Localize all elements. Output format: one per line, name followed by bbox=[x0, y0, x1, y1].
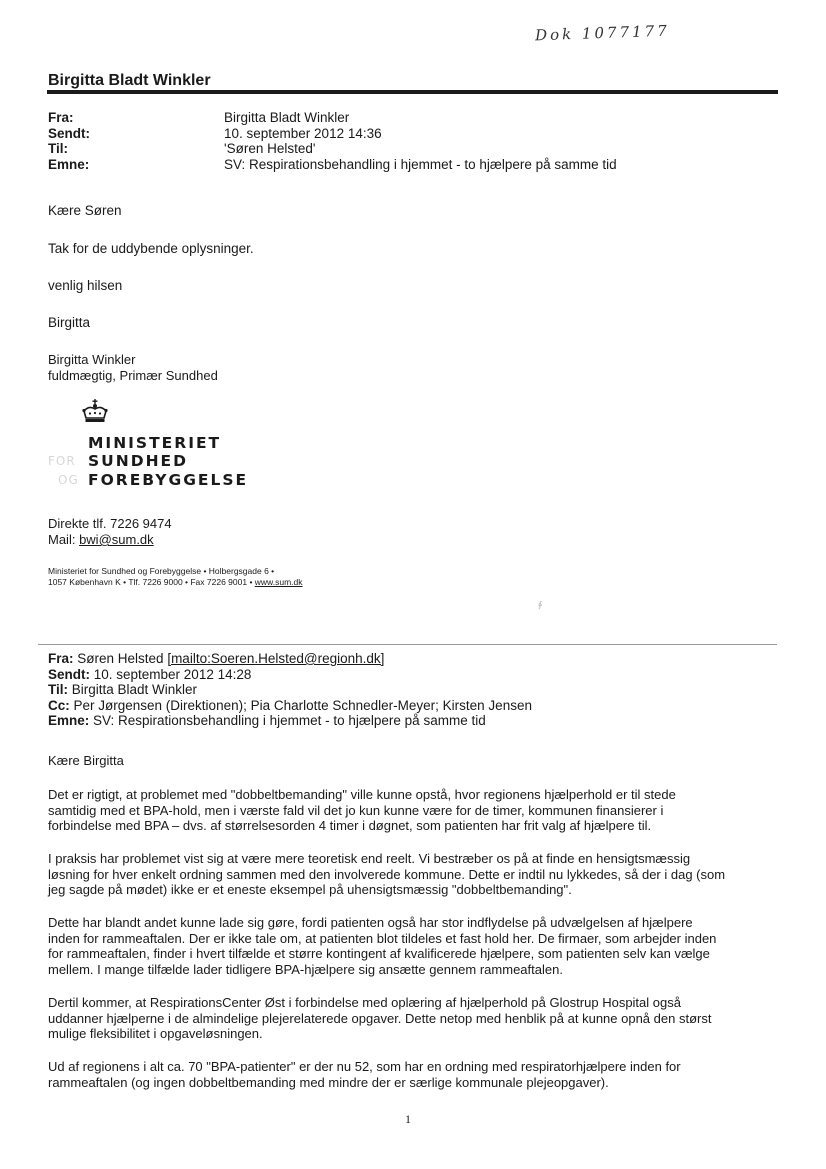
email2-header bbox=[48, 651, 532, 729]
email2-cc-label: Cc: bbox=[48, 697, 70, 713]
text-line: I praksis har problemet vist sig at være mere teoretisk end reelt. Vi bestræber os på at finde en hensigtsmæssig bbox=[48, 851, 691, 866]
email2-subject-value: SV: Respirationsbehandling i hjemmet - to hjælpere på samme tid bbox=[89, 713, 486, 729]
email2-subject-row bbox=[48, 713, 532, 729]
email1-sent-row bbox=[48, 126, 617, 142]
email2-paragraph-5 bbox=[48, 1059, 788, 1090]
email2-paragraph-3 bbox=[48, 915, 788, 977]
text-line: løsning for hver enkelt ordning sammen med den involverede kommune. Dette er indtil nu lykkedes, så der i dag (som bbox=[48, 866, 726, 882]
email2-cc-row bbox=[48, 698, 532, 714]
contact-block bbox=[48, 516, 172, 548]
email2-to-row bbox=[48, 682, 532, 698]
signature-name: Birgitta Winkler bbox=[48, 352, 136, 367]
address-line-2 bbox=[48, 577, 303, 588]
email1-from-label: Fra: bbox=[48, 110, 74, 125]
page-number: 1 bbox=[405, 1112, 411, 1126]
text-line: mulige fleksibilitet i opgaveløsningen. bbox=[48, 1026, 263, 1041]
logo-line-ministeriet: MINISTERIET bbox=[88, 434, 222, 452]
signature bbox=[48, 352, 218, 384]
text-line: for rammeaftalen, finder i hvert tilfælde et større kontingent af kvalificerede hjælpere, som patienten selv kan vælge bbox=[48, 946, 710, 961]
email1-subject-value: SV: Respirationsbehandling i hjemmet - to hjælpere på samme tid bbox=[224, 156, 617, 172]
signature-title: fuldmægtig, Primær Sundhed bbox=[48, 368, 218, 383]
email1-sent-label: Sendt: bbox=[48, 125, 90, 141]
logo-line-forebyggelse: FOREBYGGELSE bbox=[88, 471, 249, 489]
mailbox-owner-name: Birgitta Bladt Winkler bbox=[48, 72, 211, 89]
email2-cc-value: Per Jørgensen (Direktionen); Pia Charlotte Schnedler-Meyer; Kirsten Jensen bbox=[69, 697, 532, 713]
email2-sent-row bbox=[48, 667, 532, 683]
mail-line bbox=[48, 532, 172, 548]
mail-link[interactable]: bwi@sum.dk bbox=[79, 532, 154, 547]
scan-speck: ∮ bbox=[538, 600, 543, 609]
email2-sent-label: Sendt: bbox=[48, 666, 90, 682]
crown-icon bbox=[80, 398, 110, 426]
email1-to-row bbox=[48, 141, 617, 157]
email2-to-label: Til: bbox=[48, 682, 68, 698]
ministry-address bbox=[48, 566, 303, 588]
text-line: Dette har blandt andet kunne lade sig gøre, fordi patienten også har stor indflydelse på udvælgelsen af hjælpere bbox=[48, 915, 693, 930]
email1-header bbox=[48, 110, 617, 172]
email2-mailto-link[interactable]: [mailto:Soeren.Helsted@regionh.dk] bbox=[167, 651, 385, 666]
ministry-logo bbox=[48, 396, 248, 492]
email2-greeting: Kære Birgitta bbox=[48, 753, 124, 768]
email2-from-name: Søren Helsted bbox=[73, 651, 168, 666]
logo-line-sundhed: SUNDHED bbox=[88, 452, 189, 470]
handwritten-doc-number: Dok 1077177 bbox=[534, 21, 670, 45]
email1-subject-row bbox=[48, 157, 617, 173]
email1-greeting: Kære Søren bbox=[48, 203, 122, 218]
email2-sent-value: 10. september 2012 14:28 bbox=[90, 666, 252, 682]
email1-body: Tak for de uddybende oplysninger. bbox=[48, 241, 254, 256]
email2-from-label: Fra: bbox=[48, 651, 74, 666]
text-line: Dertil kommer, at RespirationsCenter Øst i forbindelse med oplæring af hjælperhold på Glostrup Hospital også bbox=[48, 995, 681, 1010]
email2-from-row bbox=[48, 651, 532, 667]
text-line: Ud af regionens i alt ca. 70 "BPA-patienter" er der nu 52, som har en ordning med respiratorhjælpere inden for bbox=[48, 1059, 681, 1074]
text-line: samtidig med et BPA-hold, men i værste fald vil det jo kun kunne være for de timer, kommunen finansierer i bbox=[48, 802, 664, 818]
email2-paragraph-1 bbox=[48, 787, 788, 834]
text-line: rammeaftalen (og ingen dobbeltbemanding med mindre der er særlige kommunale plejeopgaver). bbox=[48, 1074, 609, 1090]
email1-from-value: Birgitta Bladt Winkler bbox=[224, 110, 350, 125]
direct-phone: Direkte tlf. 7226 9474 bbox=[48, 516, 172, 531]
website-link[interactable]: www.sum.dk bbox=[254, 577, 303, 587]
email2-paragraph-4 bbox=[48, 995, 788, 1042]
email2-to-value: Birgitta Bladt Winkler bbox=[68, 682, 198, 698]
email-separator bbox=[38, 644, 777, 645]
address-line-2-text: 1057 København K • Tlf. 7226 9000 • Fax 7226 9001 • bbox=[48, 577, 255, 587]
email2-subject-label: Emne: bbox=[48, 713, 90, 729]
email1-from-row bbox=[48, 110, 617, 126]
text-line: jeg sagde på mødet) ikke er et eneste eksempel på uhensigtsmæssig "dobbeltbemanding". bbox=[48, 882, 572, 897]
text-line: Det er rigtigt, at problemet med "dobbeltbemanding" ville kunne opstå, hvor regionens hjælperhold er til stede bbox=[48, 787, 676, 802]
email1-subject-label: Emne: bbox=[48, 156, 90, 172]
email2-paragraph-2 bbox=[48, 851, 788, 898]
email1-sent-value: 10. september 2012 14:36 bbox=[224, 125, 382, 141]
logo-ghost-for: FOR bbox=[48, 454, 76, 468]
text-line: forbindelse med BPA – dvs. af størrelsesorden 4 timer i døgnet, som patienten har frit valg af hjælpere til. bbox=[48, 818, 652, 833]
email1-first-name: Birgitta bbox=[48, 315, 91, 330]
email1-closing: venlig hilsen bbox=[48, 278, 123, 293]
mail-label: Mail: bbox=[48, 532, 80, 547]
header-rule bbox=[47, 90, 778, 94]
email1-to-label: Til: bbox=[48, 141, 68, 156]
text-line: uddanner hjælperne i de almindelige plejerelaterede opgaver. Dette netop med henblik på at kunne opnå den størst bbox=[48, 1010, 712, 1026]
logo-ghost-og: OG bbox=[58, 473, 79, 487]
email1-to-value: 'Søren Helsted' bbox=[224, 141, 316, 156]
address-line-1: Ministeriet for Sundhed og Forebyggelse • Holbergsgade 6 • bbox=[48, 566, 275, 576]
text-line: mellem. I mange tilfælde lader tidligere BPA-hjælpere sig ansætte gennem rammeaftalen. bbox=[48, 961, 563, 977]
text-line: inden for rammeaftalen. Der er ikke tale om, at patienten blot tildeles et fast hold her. De firmaer, som arbejder inden bbox=[48, 930, 717, 946]
